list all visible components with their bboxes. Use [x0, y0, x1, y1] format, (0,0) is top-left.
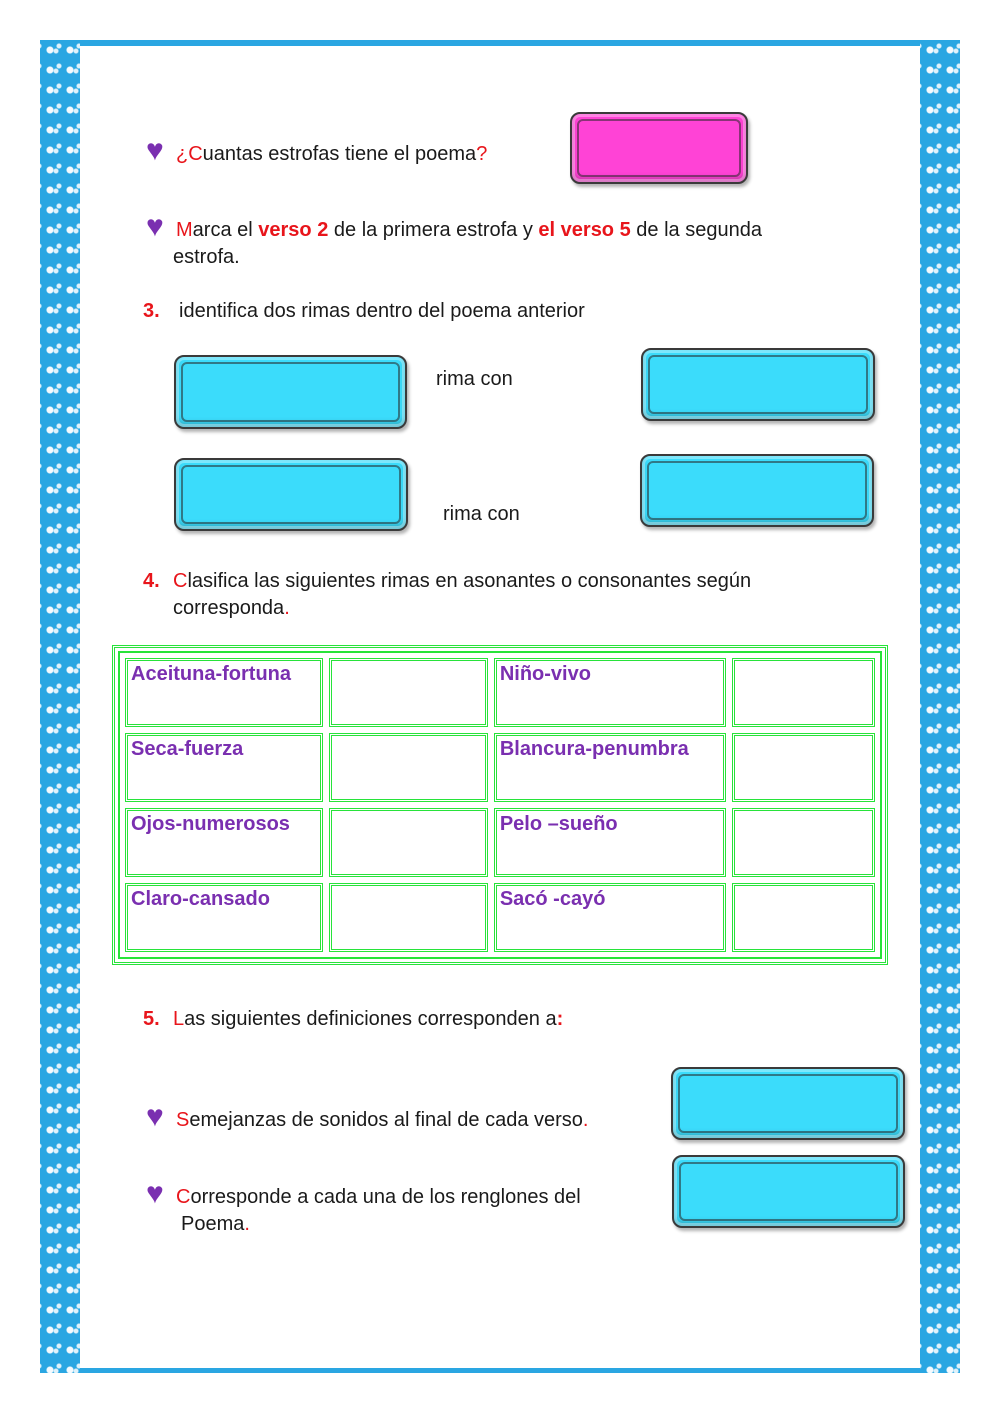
q2-text-part: de la segunda — [630, 219, 762, 241]
question-4-line-1 — [173, 568, 751, 595]
period-mark: . — [582, 1109, 589, 1131]
heart-bullet-icon: ♥ — [146, 1177, 164, 1210]
table-row — [125, 658, 875, 727]
first-letter: L — [173, 1008, 185, 1030]
heart-bullet-icon: ♥ — [146, 134, 164, 167]
rhyme-pair-cell: Claro-cansado — [125, 883, 323, 952]
question-4-text: corresponda — [173, 597, 285, 619]
question-2-line-1 — [176, 217, 762, 244]
question-5-number: 5. — [143, 1008, 160, 1030]
classification-answer-cell[interactable] — [732, 883, 875, 952]
classification-answer-cell[interactable] — [732, 808, 875, 877]
question-4-line-2 — [173, 595, 290, 622]
rhyme-2-word-b-box[interactable] — [640, 454, 874, 527]
colon-mark: : — [556, 1008, 564, 1030]
classification-answer-cell[interactable] — [329, 883, 488, 952]
rhyme-pair-cell: Ojos-numerosos — [125, 808, 323, 877]
definition-2-answer-box[interactable] — [672, 1155, 905, 1228]
q2-text-part: arca el — [192, 219, 259, 241]
question-5-body: as siguientes definiciones corresponden a — [184, 1008, 557, 1030]
definition-1-text: emejanzas de sonidos al final de cada verso — [189, 1109, 583, 1131]
right-floral-strip — [920, 40, 960, 1373]
rhyme-pair-cell: Sacó -cayó — [494, 883, 726, 952]
heart-bullet-icon: ♥ — [146, 1100, 164, 1133]
classification-answer-cell[interactable] — [732, 733, 875, 802]
strophe-count-answer-box[interactable] — [570, 112, 748, 184]
classification-answer-cell[interactable] — [329, 808, 488, 877]
rhyme-pair-cell: Blancura-penumbra — [494, 733, 726, 802]
first-letter: M — [176, 219, 193, 241]
table-row — [125, 808, 875, 877]
question-1-text: uantas estrofas tiene el poema — [202, 143, 477, 165]
heart-bullet-icon: ♥ — [146, 210, 164, 243]
rhyme-1-word-b-box[interactable] — [641, 348, 875, 421]
left-floral-strip — [40, 40, 80, 1373]
period-mark: . — [244, 1213, 250, 1235]
question-2-line-2: estrofa. — [173, 246, 240, 268]
definition-2-line-1 — [176, 1184, 581, 1211]
table-row — [125, 883, 875, 952]
question-3-text: identifica dos rimas dentro del poema anterior — [179, 300, 585, 322]
q2-text-part: de la primera estrofa y — [328, 219, 539, 241]
rhyme-pair-cell: Aceituna-fortuna — [125, 658, 323, 727]
rhyme-classification-table — [112, 645, 888, 965]
classification-answer-cell[interactable] — [329, 733, 488, 802]
period-mark: . — [284, 597, 290, 619]
highlight-verso-2: verso 2 — [258, 219, 329, 241]
rhyme-1-word-a-box[interactable] — [174, 355, 407, 429]
question-1 — [176, 141, 487, 168]
question-open-mark: ¿ — [176, 143, 189, 165]
definition-1-answer-box[interactable] — [671, 1067, 905, 1140]
rhyme-pair-cell: Seca-fuerza — [125, 733, 323, 802]
definition-2-text: Poema — [181, 1213, 245, 1235]
question-3-number: 3. — [143, 300, 160, 322]
question-close-mark: ? — [476, 143, 488, 165]
rima-con-label: rima con — [443, 503, 520, 525]
rhyme-pair-cell: Niño-vivo — [494, 658, 726, 727]
highlight-verso-5: el verso 5 — [538, 219, 631, 241]
question-5-text — [173, 1006, 563, 1033]
rima-con-label: rima con — [436, 368, 513, 390]
classification-answer-cell[interactable] — [329, 658, 488, 727]
first-letter: C — [176, 1186, 191, 1208]
first-letter: C — [173, 570, 188, 592]
definition-2-line-2 — [181, 1211, 250, 1238]
question-4-text: lasifica las siguientes rimas en asonantes o consonantes según — [187, 570, 752, 592]
rhyme-2-word-a-box[interactable] — [174, 458, 408, 531]
classification-answer-cell[interactable] — [732, 658, 875, 727]
table-row — [125, 733, 875, 802]
rhyme-pair-cell: Pelo –sueño — [494, 808, 726, 877]
first-letter: C — [188, 143, 203, 165]
first-letter: S — [176, 1109, 190, 1131]
definition-2-text: orresponde a cada una de los renglones del — [190, 1186, 581, 1208]
definition-1 — [176, 1107, 588, 1134]
question-4-number: 4. — [143, 570, 160, 592]
